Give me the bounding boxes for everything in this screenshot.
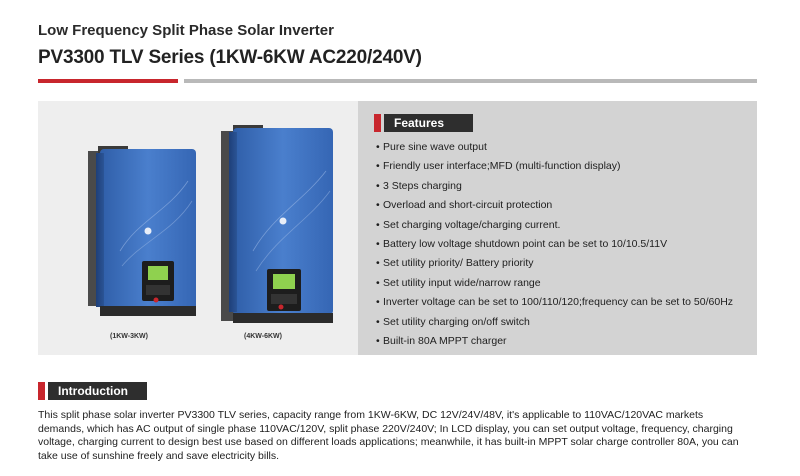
feature-item: • Overload and short-circuit protection (376, 199, 553, 212)
product-image-panel (38, 101, 358, 355)
introduction-paragraph (38, 409, 763, 463)
introduction-heading: Introduction (48, 382, 147, 400)
introduction-heading-tag (38, 382, 147, 400)
feature-item: • Inverter voltage can be set to 100/110/120;frequency can be set to 50/60Hz (376, 296, 734, 309)
title-rule-grey (184, 79, 757, 83)
tag-marker (38, 382, 45, 400)
features-heading: Features (384, 114, 473, 132)
intro-line: voltage, charging current to design best use based on different loads applications; meanwhile, it has built-in MPPT solar charge controller 80A, you can (38, 436, 739, 448)
feature-item: • Set charging voltage/charging current. (376, 218, 561, 231)
feature-item: • Pure sine wave output (376, 141, 487, 153)
large-inverter-unit (221, 125, 333, 323)
page-subtitle: Low Frequency Split Phase Solar Inverter (38, 22, 334, 39)
feature-item: • Set utility priority/ Battery priority (376, 257, 534, 270)
features-heading-tag (374, 114, 473, 132)
feature-item: • Battery low voltage shutdown point can be set to 10/10.5/11V (376, 237, 668, 250)
intro-line: demands, which has AC output of single phase 110VAC/120V, split phase 220V/240V; In LCD display, you can set output voltage, frequency, charging (38, 422, 733, 435)
feature-item: • 3 Steps charging (376, 179, 462, 192)
logo-icon-large (280, 218, 287, 225)
intro-line: This split phase solar inverter PV3300 TLV series, capacity range from 1KW-6KW, DC 12V/24V/48V, it's applicable to 110VAC/120VAC markets (38, 409, 704, 421)
page-title: PV3300 TLV Series (1KW-6KW AC220/240V) (38, 47, 422, 68)
features-list (376, 140, 733, 353)
large-unit-caption: (4KW-6KW) (244, 333, 282, 340)
logo-icon (145, 228, 152, 235)
intro-line: take use of sunshine freely and save electricity bills. (38, 449, 280, 462)
feature-item: • Built-in 80A MPPT charger (376, 334, 507, 347)
small-unit-caption: (1KW-3KW) (110, 333, 148, 340)
feature-item: • Friendly user interface;MFD (multi-function display) (376, 160, 621, 173)
inverter-product-image (38, 101, 358, 355)
feature-item: • Set utility charging on/off switch (376, 315, 530, 328)
feature-item: • Set utility input wide/narrow range (376, 276, 541, 289)
title-rule-red (38, 79, 178, 83)
small-inverter-unit (88, 146, 196, 316)
tag-marker (374, 114, 381, 132)
